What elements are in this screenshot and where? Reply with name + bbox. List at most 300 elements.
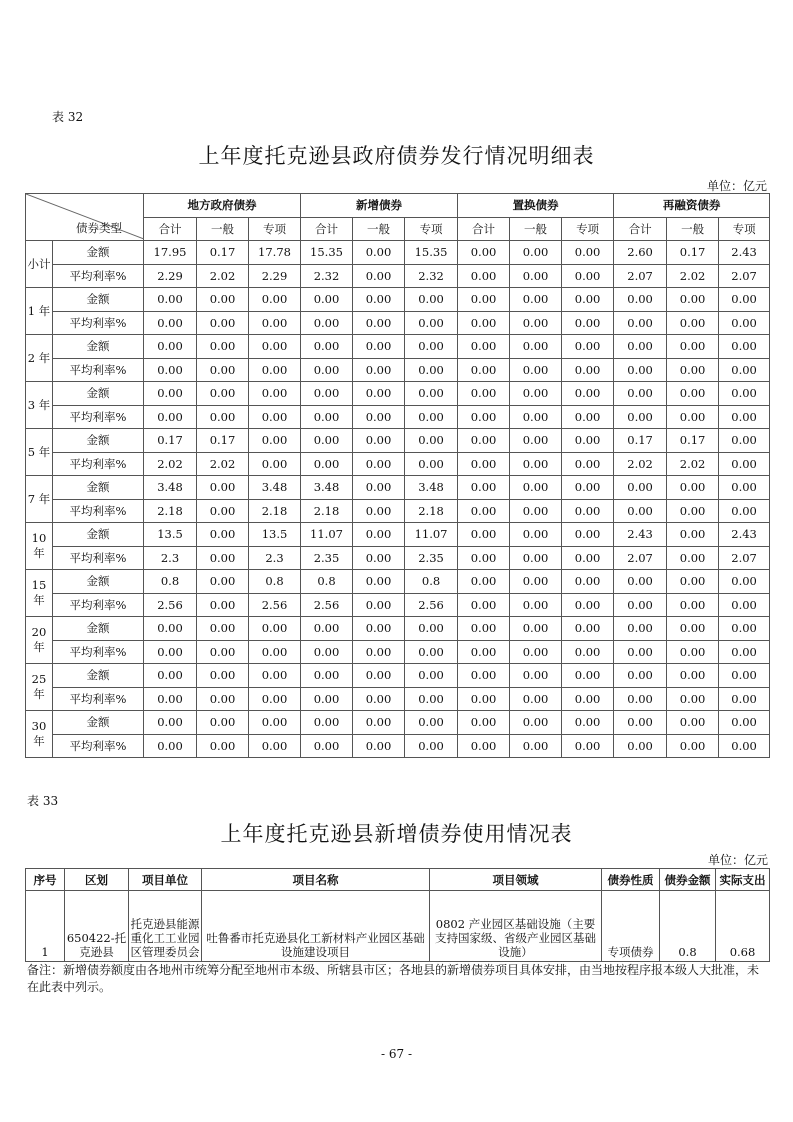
- value-cell: 0.00: [197, 476, 249, 500]
- value-cell: 0.00: [667, 617, 719, 641]
- value-cell: 0.00: [614, 476, 667, 500]
- value-cell: 0.00: [144, 311, 197, 335]
- value-cell: 0.00: [353, 570, 405, 594]
- value-cell: 0.00: [667, 570, 719, 594]
- value-cell: 0.00: [249, 335, 301, 359]
- value-cell: 0.00: [719, 358, 770, 382]
- value-cell: 15.35: [405, 241, 458, 265]
- value-cell: 2.02: [144, 452, 197, 476]
- data-cell: 吐鲁番市托克逊县化工新材料产业园区基础设施建设项目: [202, 891, 430, 962]
- value-cell: 0.00: [249, 711, 301, 735]
- value-cell: 0.00: [562, 476, 614, 500]
- value-cell: 0.00: [614, 335, 667, 359]
- value-cell: 0.00: [510, 499, 562, 523]
- value-cell: 0.00: [353, 429, 405, 453]
- value-cell: 0.00: [249, 429, 301, 453]
- value-cell: 0.00: [667, 523, 719, 547]
- value-cell: 0.8: [405, 570, 458, 594]
- value-cell: 0.00: [510, 452, 562, 476]
- value-cell: 0.00: [197, 405, 249, 429]
- value-cell: 0.00: [667, 476, 719, 500]
- sub-header: 一般: [510, 217, 562, 241]
- value-cell: 0.00: [510, 687, 562, 711]
- value-cell: 0.00: [510, 546, 562, 570]
- value-cell: 0.00: [353, 617, 405, 641]
- value-cell: 0.00: [719, 452, 770, 476]
- value-cell: 0.00: [614, 664, 667, 688]
- value-cell: 0.00: [719, 288, 770, 312]
- header-cell: 债券性质: [602, 869, 660, 891]
- value-cell: 0.00: [667, 593, 719, 617]
- metric-label: 金额: [53, 335, 144, 359]
- value-cell: 0.00: [458, 429, 510, 453]
- value-cell: 0.00: [301, 358, 353, 382]
- value-cell: 0.00: [249, 664, 301, 688]
- value-cell: 0.00: [614, 734, 667, 758]
- metric-label: 平均利率%: [53, 640, 144, 664]
- value-cell: 0.00: [144, 288, 197, 312]
- value-cell: 0.00: [353, 734, 405, 758]
- value-cell: 0.00: [249, 617, 301, 641]
- term-cell: 25 年: [26, 664, 53, 711]
- value-cell: 0.00: [249, 311, 301, 335]
- value-cell: 0.00: [667, 640, 719, 664]
- table32: [25, 193, 770, 758]
- value-cell: 0.00: [667, 546, 719, 570]
- value-cell: 0.17: [614, 429, 667, 453]
- value-cell: 17.78: [249, 241, 301, 265]
- value-cell: 2.02: [197, 452, 249, 476]
- value-cell: 0.00: [301, 687, 353, 711]
- value-cell: 0.00: [353, 640, 405, 664]
- value-cell: 0.00: [510, 335, 562, 359]
- table-row: [26, 687, 770, 711]
- value-cell: 0.00: [510, 664, 562, 688]
- table-row: [26, 711, 770, 735]
- value-cell: 0.00: [405, 640, 458, 664]
- value-cell: 0.00: [197, 687, 249, 711]
- value-cell: 0.00: [405, 617, 458, 641]
- table-row: [26, 241, 770, 265]
- value-cell: 0.00: [719, 734, 770, 758]
- value-cell: 0.00: [719, 499, 770, 523]
- value-cell: 2.56: [144, 593, 197, 617]
- group-header: 再融资债券: [614, 194, 770, 218]
- value-cell: 0.17: [667, 241, 719, 265]
- value-cell: 0.00: [405, 335, 458, 359]
- metric-label: 金额: [53, 617, 144, 641]
- value-cell: 0.00: [458, 358, 510, 382]
- value-cell: 0.00: [405, 687, 458, 711]
- value-cell: 0.00: [144, 335, 197, 359]
- metric-label: 平均利率%: [53, 687, 144, 711]
- value-cell: 2.07: [614, 546, 667, 570]
- value-cell: 0.00: [405, 382, 458, 406]
- value-cell: 0.00: [458, 382, 510, 406]
- table-row: [26, 617, 770, 641]
- metric-label: 平均利率%: [53, 264, 144, 288]
- sub-header: 专项: [719, 217, 770, 241]
- value-cell: 0.00: [510, 593, 562, 617]
- value-cell: 11.07: [405, 523, 458, 547]
- metric-label: 平均利率%: [53, 499, 144, 523]
- data-cell: 0.68: [716, 891, 770, 962]
- value-cell: 0.00: [667, 311, 719, 335]
- term-cell: 20 年: [26, 617, 53, 664]
- value-cell: 0.00: [197, 593, 249, 617]
- value-cell: 0.00: [197, 499, 249, 523]
- value-cell: 0.00: [301, 405, 353, 429]
- value-cell: 3.48: [301, 476, 353, 500]
- term-cell: 小计: [26, 241, 53, 288]
- data-cell: 650422-托克逊县: [65, 891, 129, 962]
- value-cell: 2.43: [719, 241, 770, 265]
- value-cell: 0.00: [144, 711, 197, 735]
- value-cell: 0.8: [144, 570, 197, 594]
- value-cell: 0.00: [197, 546, 249, 570]
- value-cell: 0.00: [301, 429, 353, 453]
- value-cell: 0.00: [249, 640, 301, 664]
- value-cell: 0.00: [510, 711, 562, 735]
- value-cell: 0.00: [719, 687, 770, 711]
- table33-title: 上年度托克逊县新增债券使用情况表: [220, 822, 573, 846]
- value-cell: 0.00: [458, 734, 510, 758]
- value-cell: 0.00: [562, 570, 614, 594]
- value-cell: 0.00: [353, 664, 405, 688]
- value-cell: 0.00: [197, 523, 249, 547]
- value-cell: 0.00: [562, 640, 614, 664]
- value-cell: 0.00: [667, 288, 719, 312]
- page-number: - 67 -: [380, 1047, 412, 1061]
- group-header: 地方政府债券: [144, 194, 301, 218]
- value-cell: 0.00: [510, 311, 562, 335]
- value-cell: 2.3: [249, 546, 301, 570]
- table-row: [26, 288, 770, 312]
- value-cell: 2.02: [614, 452, 667, 476]
- value-cell: 0.00: [249, 405, 301, 429]
- value-cell: 0.00: [614, 617, 667, 641]
- value-cell: 0.17: [144, 429, 197, 453]
- table-row: [26, 452, 770, 476]
- corner-header: [26, 194, 144, 241]
- value-cell: 0.00: [614, 570, 667, 594]
- value-cell: 0.00: [510, 241, 562, 265]
- table-row: [26, 311, 770, 335]
- value-cell: 0.00: [197, 288, 249, 312]
- value-cell: 0.00: [562, 452, 614, 476]
- term-cell: 1 年: [26, 288, 53, 335]
- value-cell: 0.00: [719, 335, 770, 359]
- table-row: [26, 891, 770, 962]
- value-cell: 0.00: [353, 593, 405, 617]
- value-cell: 2.43: [719, 523, 770, 547]
- value-cell: 0.00: [353, 687, 405, 711]
- value-cell: 0.00: [562, 593, 614, 617]
- header-cell: 序号: [26, 869, 65, 891]
- value-cell: 2.56: [405, 593, 458, 617]
- value-cell: 0.00: [301, 734, 353, 758]
- value-cell: 0.00: [197, 664, 249, 688]
- value-cell: 0.00: [353, 546, 405, 570]
- value-cell: 0.00: [249, 382, 301, 406]
- value-cell: 0.00: [144, 617, 197, 641]
- value-cell: 0.00: [197, 640, 249, 664]
- value-cell: 0.00: [562, 382, 614, 406]
- value-cell: 0.00: [458, 241, 510, 265]
- value-cell: 0.00: [614, 288, 667, 312]
- value-cell: 11.07: [301, 523, 353, 547]
- table-row: [26, 358, 770, 382]
- value-cell: 2.43: [614, 523, 667, 547]
- metric-label: 金额: [53, 241, 144, 265]
- value-cell: 0.00: [301, 335, 353, 359]
- value-cell: 3.48: [144, 476, 197, 500]
- sub-header: 专项: [249, 217, 301, 241]
- value-cell: 2.56: [249, 593, 301, 617]
- value-cell: 0.00: [510, 382, 562, 406]
- value-cell: 0.00: [301, 664, 353, 688]
- value-cell: 0.00: [353, 499, 405, 523]
- value-cell: 2.18: [144, 499, 197, 523]
- metric-label: 金额: [53, 523, 144, 547]
- value-cell: 0.00: [458, 617, 510, 641]
- value-cell: 0.00: [667, 687, 719, 711]
- value-cell: 0.17: [197, 241, 249, 265]
- header-cell: 债券金额: [660, 869, 716, 891]
- value-cell: 0.00: [405, 288, 458, 312]
- sub-header: 合计: [301, 217, 353, 241]
- value-cell: 0.00: [719, 617, 770, 641]
- value-cell: 0.00: [405, 358, 458, 382]
- table32-label: 表 32: [52, 110, 84, 124]
- table-row: [26, 640, 770, 664]
- metric-label: 平均利率%: [53, 546, 144, 570]
- data-cell: 专项债券: [602, 891, 660, 962]
- value-cell: 15.35: [301, 241, 353, 265]
- value-cell: 0.00: [405, 405, 458, 429]
- metric-label: 平均利率%: [53, 311, 144, 335]
- value-cell: 0.00: [562, 335, 614, 359]
- value-cell: 0.00: [562, 523, 614, 547]
- metric-label: 金额: [53, 429, 144, 453]
- value-cell: 2.29: [144, 264, 197, 288]
- value-cell: 0.00: [510, 640, 562, 664]
- group-header: 置换债券: [458, 194, 614, 218]
- table-row: [26, 499, 770, 523]
- sub-header: 合计: [458, 217, 510, 241]
- table-row: [26, 734, 770, 758]
- value-cell: 2.35: [301, 546, 353, 570]
- value-cell: 0.00: [458, 335, 510, 359]
- value-cell: 0.00: [353, 523, 405, 547]
- header-cell: 实际支出: [716, 869, 770, 891]
- value-cell: 0.00: [249, 687, 301, 711]
- value-cell: 2.07: [614, 264, 667, 288]
- metric-label: 金额: [53, 382, 144, 406]
- value-cell: 0.00: [353, 382, 405, 406]
- value-cell: 0.00: [405, 429, 458, 453]
- value-cell: 0.00: [458, 452, 510, 476]
- metric-label: 金额: [53, 664, 144, 688]
- value-cell: 0.00: [197, 311, 249, 335]
- value-cell: 2.32: [301, 264, 353, 288]
- value-cell: 0.00: [562, 546, 614, 570]
- value-cell: 0.00: [144, 687, 197, 711]
- sub-header: 一般: [197, 217, 249, 241]
- group-header: 新增债券: [301, 194, 458, 218]
- value-cell: 0.00: [562, 264, 614, 288]
- value-cell: 13.5: [144, 523, 197, 547]
- value-cell: 0.00: [353, 405, 405, 429]
- metric-label: 金额: [53, 570, 144, 594]
- value-cell: 2.32: [405, 264, 458, 288]
- value-cell: 0.00: [562, 711, 614, 735]
- value-cell: 0.00: [405, 311, 458, 335]
- value-cell: 0.00: [667, 382, 719, 406]
- sub-header: 专项: [562, 217, 614, 241]
- value-cell: 0.00: [510, 264, 562, 288]
- metric-label: 金额: [53, 476, 144, 500]
- sub-header: 合计: [614, 217, 667, 241]
- value-cell: 0.00: [614, 358, 667, 382]
- value-cell: 0.00: [719, 570, 770, 594]
- table-row: [26, 382, 770, 406]
- value-cell: 0.00: [614, 593, 667, 617]
- value-cell: 0.00: [510, 523, 562, 547]
- value-cell: 0.00: [144, 382, 197, 406]
- value-cell: 0.00: [614, 711, 667, 735]
- value-cell: 0.00: [458, 476, 510, 500]
- header-cell: 项目名称: [202, 869, 430, 891]
- value-cell: 0.00: [353, 335, 405, 359]
- value-cell: 0.00: [197, 358, 249, 382]
- value-cell: 2.29: [249, 264, 301, 288]
- value-cell: 0.00: [719, 664, 770, 688]
- value-cell: 0.00: [667, 335, 719, 359]
- table33-label: 表 33: [27, 794, 59, 808]
- value-cell: 0.00: [249, 734, 301, 758]
- value-cell: 0.00: [562, 288, 614, 312]
- data-cell: 托克逊县能源重化工工业园区管理委员会: [129, 891, 202, 962]
- value-cell: 0.00: [614, 499, 667, 523]
- table33: [25, 868, 770, 962]
- value-cell: 0.00: [510, 358, 562, 382]
- value-cell: 0.00: [197, 711, 249, 735]
- value-cell: 0.00: [510, 734, 562, 758]
- value-cell: 0.00: [144, 358, 197, 382]
- value-cell: 0.00: [562, 687, 614, 711]
- value-cell: 0.00: [353, 288, 405, 312]
- term-cell: 10 年: [26, 523, 53, 570]
- value-cell: 0.00: [249, 358, 301, 382]
- value-cell: 0.00: [719, 711, 770, 735]
- value-cell: 0.00: [301, 711, 353, 735]
- value-cell: 0.8: [301, 570, 353, 594]
- value-cell: 0.00: [719, 640, 770, 664]
- table-row: [26, 335, 770, 359]
- table32-title: 上年度托克逊县政府债券发行情况明细表: [198, 144, 595, 168]
- value-cell: 0.00: [197, 734, 249, 758]
- sub-header: 一般: [353, 217, 405, 241]
- value-cell: 0.00: [405, 711, 458, 735]
- value-cell: 0.00: [353, 264, 405, 288]
- value-cell: 0.00: [458, 499, 510, 523]
- value-cell: 2.56: [301, 593, 353, 617]
- value-cell: 0.00: [458, 311, 510, 335]
- value-cell: 0.17: [667, 429, 719, 453]
- value-cell: 0.17: [197, 429, 249, 453]
- data-cell: 0802 产业园区基础设施（主要支持国家级、省级产业园区基础设施）: [430, 891, 602, 962]
- value-cell: 0.00: [301, 311, 353, 335]
- value-cell: 2.02: [667, 452, 719, 476]
- corner-label: 债券类型: [76, 221, 122, 235]
- value-cell: 0.00: [458, 546, 510, 570]
- value-cell: 0.00: [353, 311, 405, 335]
- value-cell: 0.00: [562, 664, 614, 688]
- value-cell: 2.18: [249, 499, 301, 523]
- value-cell: 3.48: [249, 476, 301, 500]
- term-cell: 30 年: [26, 711, 53, 758]
- data-cell: 0.8: [660, 891, 716, 962]
- data-cell: 1: [26, 891, 65, 962]
- value-cell: 0.00: [510, 429, 562, 453]
- value-cell: 2.02: [667, 264, 719, 288]
- value-cell: 0.00: [719, 311, 770, 335]
- value-cell: 0.00: [614, 382, 667, 406]
- value-cell: 0.00: [614, 640, 667, 664]
- term-cell: 2 年: [26, 335, 53, 382]
- value-cell: 0.00: [144, 664, 197, 688]
- value-cell: 0.00: [301, 640, 353, 664]
- value-cell: 0.00: [458, 523, 510, 547]
- value-cell: 0.00: [614, 311, 667, 335]
- value-cell: 0.00: [562, 429, 614, 453]
- value-cell: 0.00: [667, 358, 719, 382]
- value-cell: 2.18: [405, 499, 458, 523]
- term-cell: 5 年: [26, 429, 53, 476]
- table33-unit: 单位：亿元: [707, 853, 768, 867]
- value-cell: 0.00: [562, 405, 614, 429]
- value-cell: 0.00: [667, 734, 719, 758]
- value-cell: 0.00: [562, 499, 614, 523]
- value-cell: 17.95: [144, 241, 197, 265]
- value-cell: 0.00: [405, 734, 458, 758]
- value-cell: 0.00: [249, 452, 301, 476]
- value-cell: 0.00: [510, 617, 562, 641]
- value-cell: 0.00: [667, 405, 719, 429]
- value-cell: 0.00: [458, 640, 510, 664]
- value-cell: 0.00: [301, 288, 353, 312]
- value-cell: 0.00: [614, 687, 667, 711]
- value-cell: 0.00: [301, 617, 353, 641]
- value-cell: 0.00: [197, 335, 249, 359]
- value-cell: 0.00: [562, 241, 614, 265]
- value-cell: 0.00: [667, 711, 719, 735]
- value-cell: 0.00: [144, 405, 197, 429]
- value-cell: 0.00: [301, 382, 353, 406]
- value-cell: 0.00: [667, 664, 719, 688]
- term-cell: 7 年: [26, 476, 53, 523]
- value-cell: 2.3: [144, 546, 197, 570]
- header-cell: 项目单位: [129, 869, 202, 891]
- table32-unit: 单位：亿元: [706, 179, 767, 193]
- value-cell: 0.00: [353, 241, 405, 265]
- value-cell: 0.00: [458, 687, 510, 711]
- value-cell: 2.60: [614, 241, 667, 265]
- table-row: [26, 476, 770, 500]
- table-row: [26, 664, 770, 688]
- value-cell: 2.07: [719, 264, 770, 288]
